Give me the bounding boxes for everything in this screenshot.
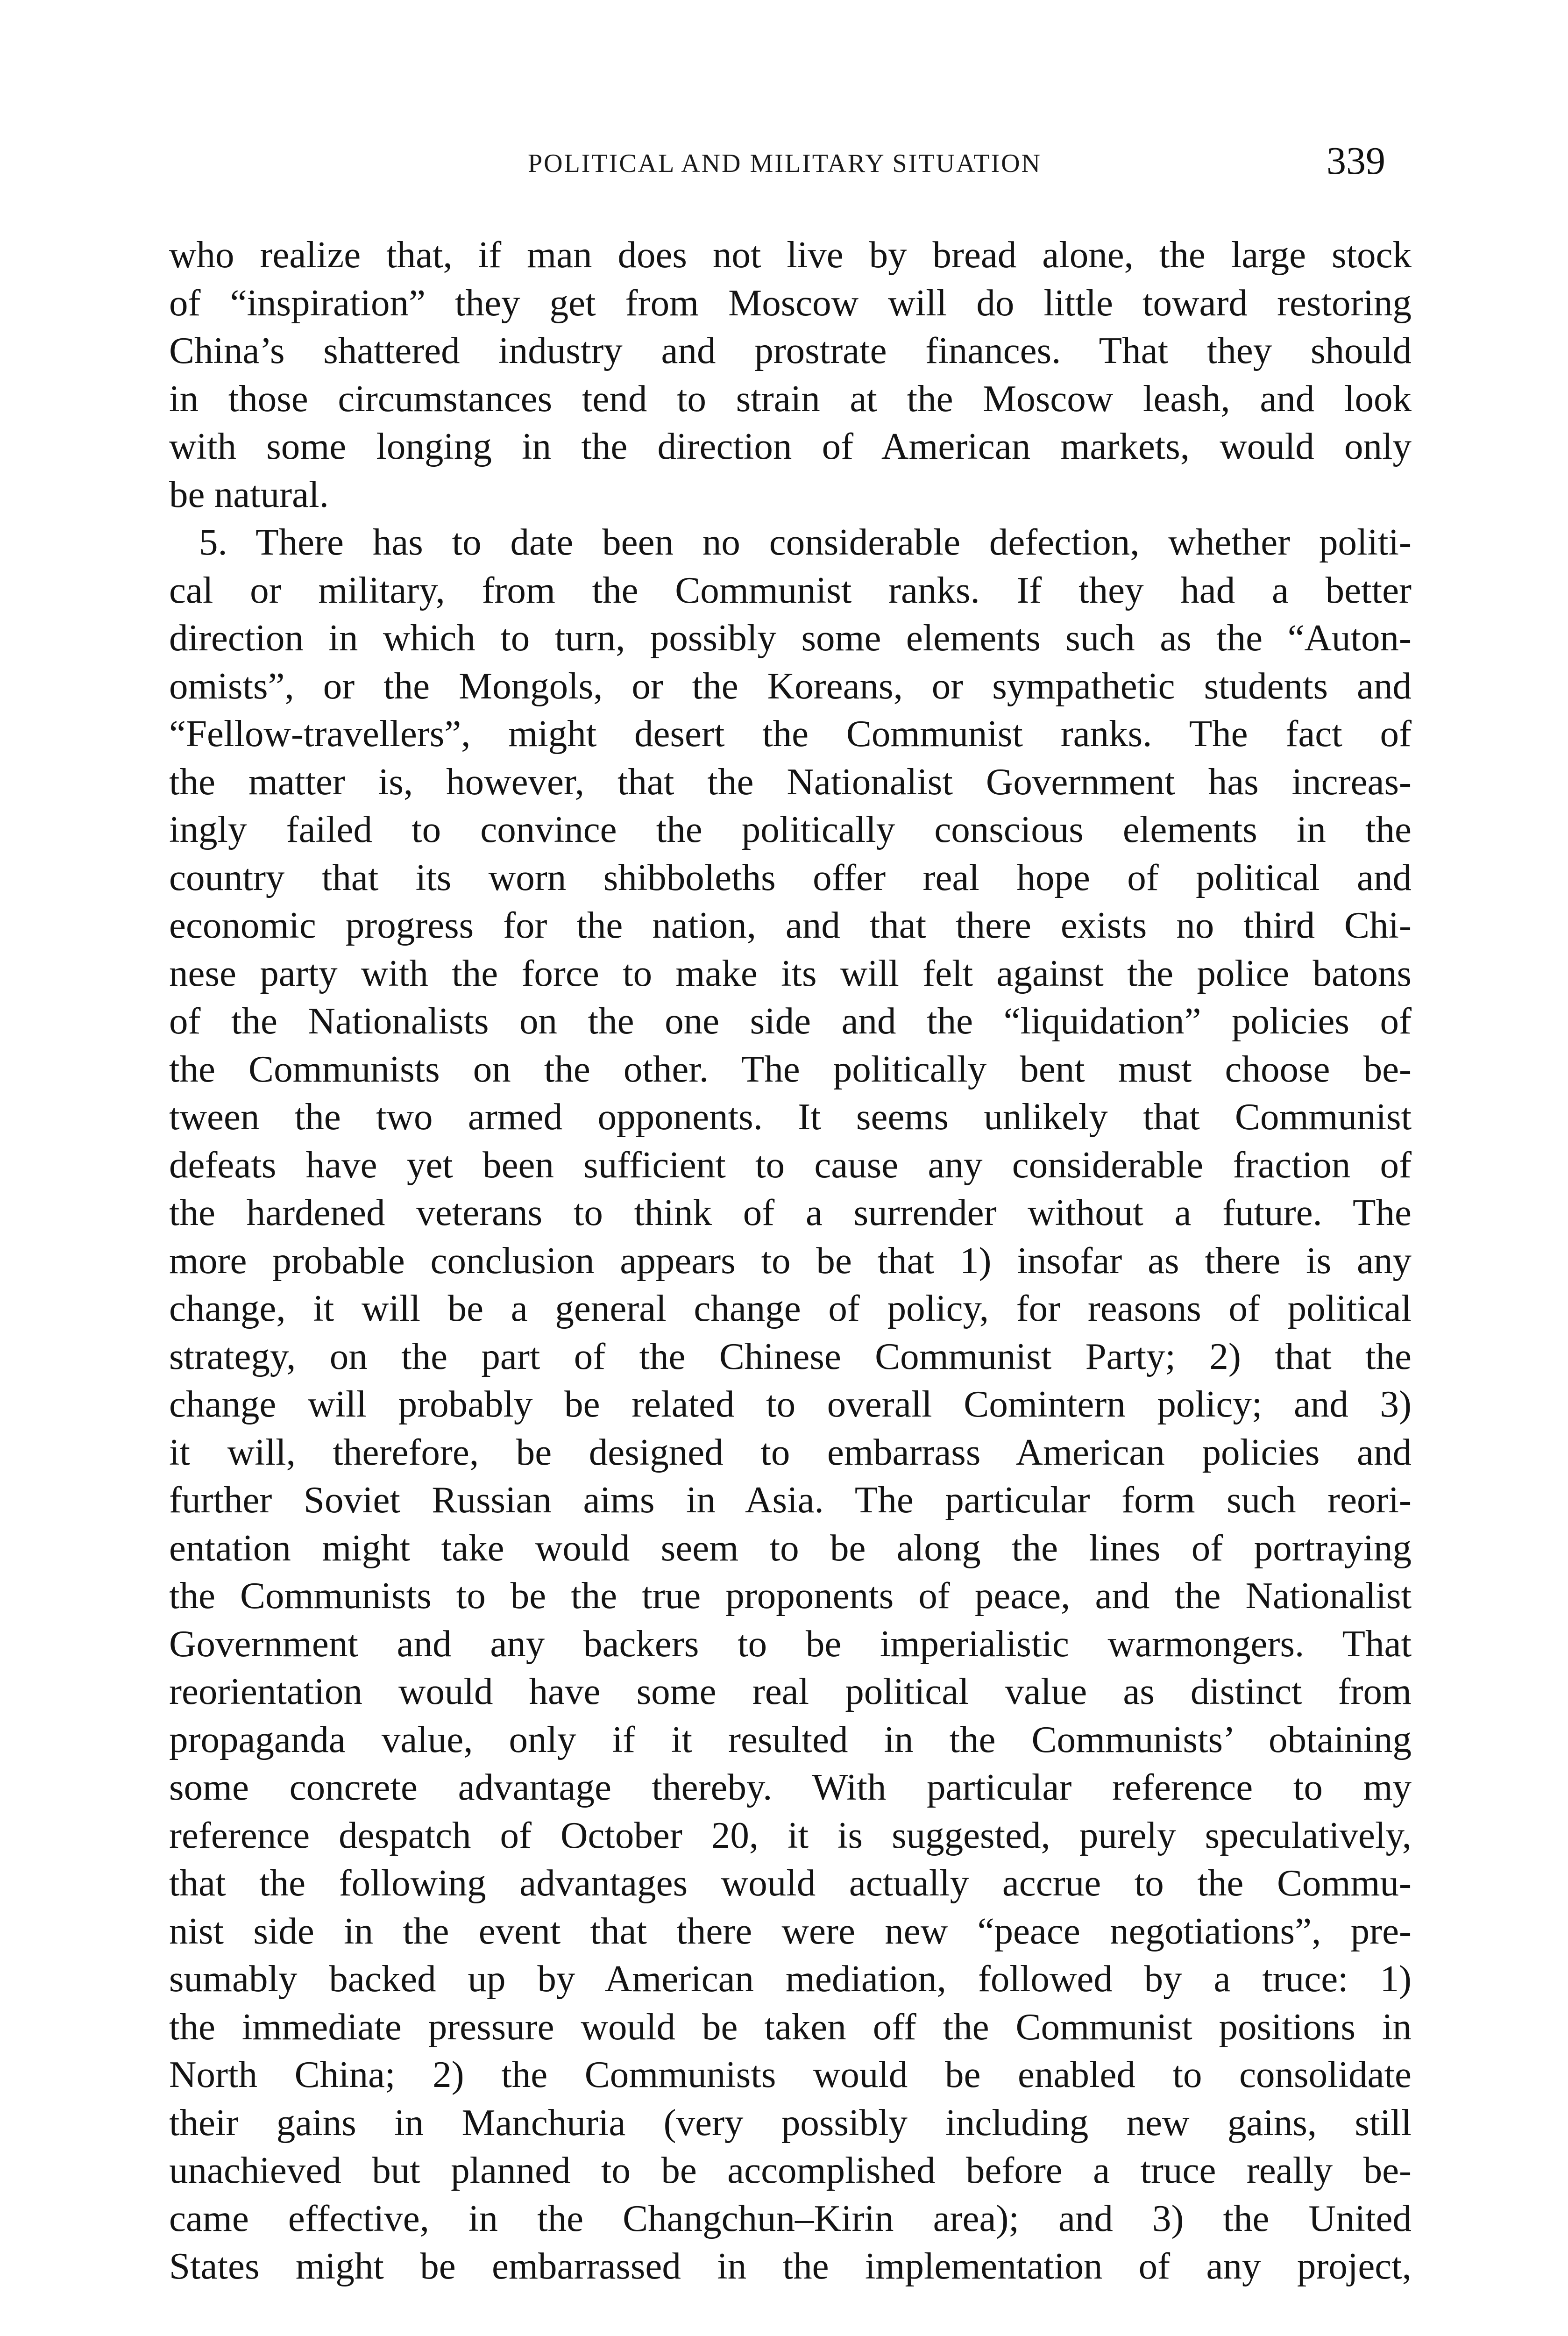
text-line: their gains in Manchuria (very possibly including new gains, still — [169, 2101, 1412, 2144]
text-line: the hardened veterans to think of a surrender without a future. The — [169, 1191, 1412, 1233]
text-line: “Fellow-travellers”, might desert the Communist ranks. The fact of — [169, 712, 1412, 755]
paragraph-start-line: 5. There has to date been no considerable defection, whether politi- — [199, 521, 1412, 563]
text-line: unachieved but planned to be accomplished before a truce really be- — [169, 2149, 1412, 2191]
text-line: Government and any backers to be imperialistic warmongers. That — [169, 1622, 1412, 1665]
text-line: nist side in the event that there were new “peace negotiations”, pre- — [169, 1909, 1412, 1952]
text-line: came effective, in the Changchun–Kirin area); and 3) the United — [169, 2197, 1412, 2239]
text-line: sumably backed up by American mediation, followed by a truce: 1) — [169, 1958, 1412, 2000]
text-line: with some longing in the direction of American markets, would only — [169, 425, 1412, 467]
text-line: omists”, or the Mongols, or the Koreans, or sympathetic students and — [169, 664, 1412, 707]
text-line: change will probably be related to overall Comintern policy; and 3) — [169, 1383, 1412, 1425]
text-line: change, it will be a general change of policy, for reasons of political — [169, 1287, 1412, 1329]
text-line: tween the two armed opponents. It seems unlikely that Communist — [169, 1096, 1412, 1138]
text-line: be natural. — [169, 473, 329, 515]
text-line: entation might take would seem to be along the lines of portraying — [169, 1526, 1412, 1569]
text-line: direction in which to turn, possibly some elements such as the “Auton- — [169, 617, 1412, 659]
text-line: cal or military, from the Communist ranks. If they had a better — [169, 569, 1412, 611]
text-line: more probable conclusion appears to be that 1) insofar as there is any — [169, 1239, 1412, 1282]
text-line: who realize that, if man does not live by bread alone, the large stock — [169, 234, 1412, 276]
text-line: China’s shattered industry and prostrate finances. That they should — [169, 329, 1412, 371]
running-head: POLITICAL AND MILITARY SITUATION — [528, 149, 1042, 178]
text-line: it will, therefore, be designed to embarrass American policies and — [169, 1431, 1412, 1473]
text-line: North China; 2) the Communists would be enabled to consolidate — [169, 2053, 1412, 2095]
text-line: economic progress for the nation, and that there exists no third Chi- — [169, 904, 1412, 946]
text-line: propaganda value, only if it resulted in the Communists’ obtaining — [169, 1718, 1412, 1760]
text-line: reorientation would have some real political value as distinct from — [169, 1670, 1412, 1712]
text-line: the Communists to be the true proponents of peace, and the Nationalist — [169, 1574, 1412, 1617]
text-line: further Soviet Russian aims in Asia. The particular form such reori- — [169, 1479, 1412, 1521]
text-line: reference despatch of October 20, it is suggested, purely speculatively, — [169, 1814, 1412, 1856]
text-line: defeats have yet been sufficient to cause any considerable fraction of — [169, 1143, 1412, 1186]
text-line: strategy, on the part of the Chinese Communist Party; 2) that the — [169, 1335, 1412, 1377]
text-line: of “inspiration” they get from Moscow will do little toward restoring — [169, 281, 1412, 324]
text-line: nese party with the force to make its will felt against the police batons — [169, 952, 1412, 994]
page-number: 339 — [1327, 139, 1385, 183]
text-line: that the following advantages would actually accrue to the Commu- — [169, 1862, 1412, 1904]
text-line: some concrete advantage thereby. With particular reference to my — [169, 1766, 1412, 1808]
body-text — [169, 231, 1412, 2290]
text-line: the Communists on the other. The politically bent must choose be- — [169, 1047, 1412, 1090]
text-line: of the Nationalists on the one side and the “liquidation” policies of — [169, 1000, 1412, 1042]
text-line: country that its worn shibboleths offer real hope of political and — [169, 856, 1412, 898]
text-line: the immediate pressure would be taken off the Communist positions in — [169, 2005, 1412, 2048]
text-line: in those circumstances tend to strain at the Moscow leash, and look — [169, 377, 1412, 420]
text-line: States might be embarrassed in the implementation of any project, — [169, 2245, 1412, 2287]
text-line: ingly failed to convince the politically conscious elements in the — [169, 808, 1412, 850]
text-line: the matter is, however, that the Nationalist Government has increas- — [169, 760, 1412, 803]
